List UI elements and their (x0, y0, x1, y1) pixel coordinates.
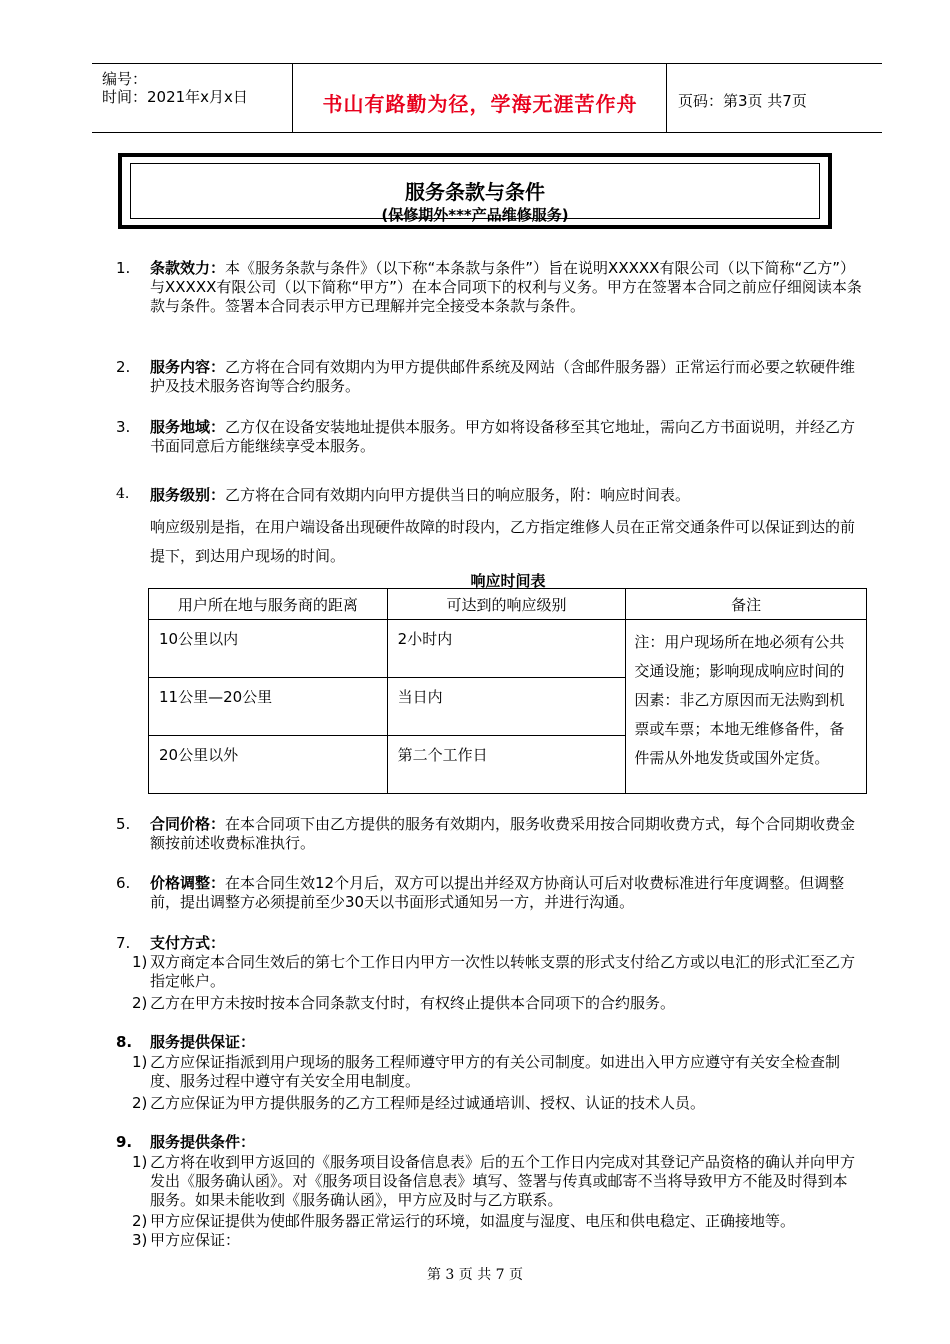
distance-cell: 20公里以外 (149, 736, 388, 794)
clause-number: 5. (116, 815, 131, 833)
title-inner-frame (130, 163, 820, 224)
item-number: 1) (132, 953, 148, 971)
clause-text: 乙方仅在设备安装地址提供本服务。甲方如将设备移至其它地址，需向乙方书面说明，并经乙方书面同意后方能继续享受本服务。 (150, 418, 856, 455)
item-number: 2) (132, 1212, 148, 1230)
document-title: 服务条款与条件 (405, 180, 545, 204)
distance-cell: 11公里—20公里 (149, 678, 388, 736)
clause-8 (150, 1033, 862, 1052)
motto: 书山有路勤为径，学海无涯苦作舟 (322, 92, 638, 116)
clause-heading: 服务级别： (150, 486, 226, 504)
clause-text: 在本合同项下由乙方提供的服务有效期内，服务收费采用按合同期收费方式，每个合同期收费金额按前述收费标准执行。 (150, 815, 856, 852)
level-cell: 2小时内 (387, 620, 626, 678)
header-motto-cell (294, 64, 667, 132)
note-cell: 注：用户现场所在地必须有公共交通设施；影响现成响应时间的因素：非乙方原因而无法购到机票或车票；本地无维修备件，备件需从外地发货或国外定货。 (626, 620, 867, 794)
list-item: 甲方应保证： (150, 1231, 241, 1249)
clause-text: 乙方将在合同有效期内向甲方提供当日的响应服务，附：响应时间表。 (225, 486, 691, 504)
column-header: 用户所在地与服务商的距离 (149, 589, 388, 620)
header-info-cell (92, 64, 293, 132)
list-item: 乙方在甲方未按时按本合同条款支付时，有权终止提供本合同项下的合约服务。 (150, 994, 676, 1012)
list-item: 乙方应保证指派到用户现场的服务工程师遵守甲方的有关公司制度。如进出入甲方应遵守有关安全检查制度、服务过程中遵守有关安全用电制度。 (150, 1053, 841, 1090)
document-subtitle: (保修期外***产品维修服务) (381, 206, 569, 224)
clause-number: 1. (116, 259, 131, 277)
level-cell: 第二个工作日 (387, 736, 626, 794)
column-header: 备注 (626, 589, 867, 620)
list-item: 甲方应保证提供为使邮件服务器正常运行的环境，如温度与湿度、电压和供电稳定、正确接地等。 (150, 1212, 796, 1230)
list-item: 乙方应保证为甲方提供服务的乙方工程师是经过诚通培训、授权、认证的技术人员。 (150, 1094, 706, 1112)
header-page-cell (668, 64, 882, 132)
clause-heading: 支付方式： (150, 934, 226, 952)
clause-1 (150, 259, 862, 316)
table-header-row (149, 589, 867, 620)
clause-7 (150, 934, 862, 953)
clause-heading: 服务提供保证： (150, 1033, 256, 1051)
clause-number: 6. (116, 874, 131, 892)
clause-9 (150, 1133, 862, 1152)
clause-heading: 价格调整： (150, 874, 226, 892)
title-box (118, 153, 832, 229)
level-cell: 当日内 (387, 678, 626, 736)
table-row (149, 620, 867, 678)
clause-3 (150, 418, 862, 456)
clause-heading: 合同价格： (150, 815, 226, 833)
clause-heading: 服务地域： (150, 418, 226, 436)
clause-text: 乙方将在合同有效期内为甲方提供邮件系统及网站（含邮件服务器）正常运行而必要之软硬件维护及技术服务咨询等合约服务。 (150, 358, 856, 395)
page-number-label: 页码：第3页 共7页 (678, 92, 807, 110)
clause-heading: 条款效力： (150, 259, 226, 277)
clause-number: 3. (116, 418, 131, 436)
column-header: 可达到的响应级别 (387, 589, 626, 620)
table-title: 响应时间表 (470, 572, 546, 590)
page-footer: 第 3 页 共 7 页 (426, 1267, 524, 1283)
clause-6 (150, 874, 862, 912)
clause-heading: 服务内容： (150, 358, 226, 376)
item-number: 2) (132, 994, 148, 1012)
clause-heading: 服务提供条件： (150, 1133, 256, 1151)
item-number: 3) (132, 1231, 148, 1249)
number-label: 编号： (102, 70, 148, 88)
clause-number: 2. (116, 358, 131, 376)
clause-4-explanation: 响应级别是指，在用户端设备出现硬件故障的时段内，乙方指定维修人员在正常交通条件可以保证到达的前提下，到达用户现场的时间。 (150, 518, 856, 565)
clause-number: 7. (116, 934, 131, 952)
time-label: 时间：2021年x月x日 (102, 88, 248, 106)
response-time-table (148, 588, 867, 794)
clause-4 (150, 486, 862, 505)
clause-number: 4. (116, 486, 130, 502)
list-item: 乙方将在收到甲方返回的《服务项目设备信息表》后的五个工作日内完成对其登记产品资格的确认并向甲方发出《服务确认函》。对《服务项目设备信息表》填写、签署与传真或邮寄不当将导致甲方不能及时得到本服务。如果未能收到《服务确认函》，甲方应及时与乙方联系。 (150, 1153, 856, 1209)
distance-cell: 10公里以内 (149, 620, 388, 678)
item-number: 1) (132, 1053, 148, 1071)
clause-2 (150, 358, 862, 396)
item-number: 2) (132, 1094, 148, 1112)
page-header (92, 63, 882, 133)
clause-text: 本《服务条款与条件》（以下称“本条款与条件”）旨在说明XXXXX有限公司（以下简称“乙方”）与XXXXX有限公司（以下简称“甲方”）在本合同项下的权利与义务。甲方在签署本合同之前应仔细阅读本条款与条件。签署本合同表示甲方已理解并完全接受本条款与条件。 (150, 259, 862, 315)
clause-number: 8. (116, 1033, 133, 1051)
clause-text: 在本合同生效12个月后，双方可以提出并经双方协商认可后对收费标准进行年度调整。但调整前，提出调整方必须提前至少30天以书面形式通知另一方，并进行沟通。 (150, 874, 845, 911)
item-number: 1) (132, 1153, 148, 1171)
clause-number: 9. (116, 1133, 133, 1151)
clause-5 (150, 815, 862, 853)
list-item: 双方商定本合同生效后的第七个工作日内甲方一次性以转帐支票的形式支付给乙方或以电汇的形式汇至乙方指定帐户。 (150, 953, 856, 990)
